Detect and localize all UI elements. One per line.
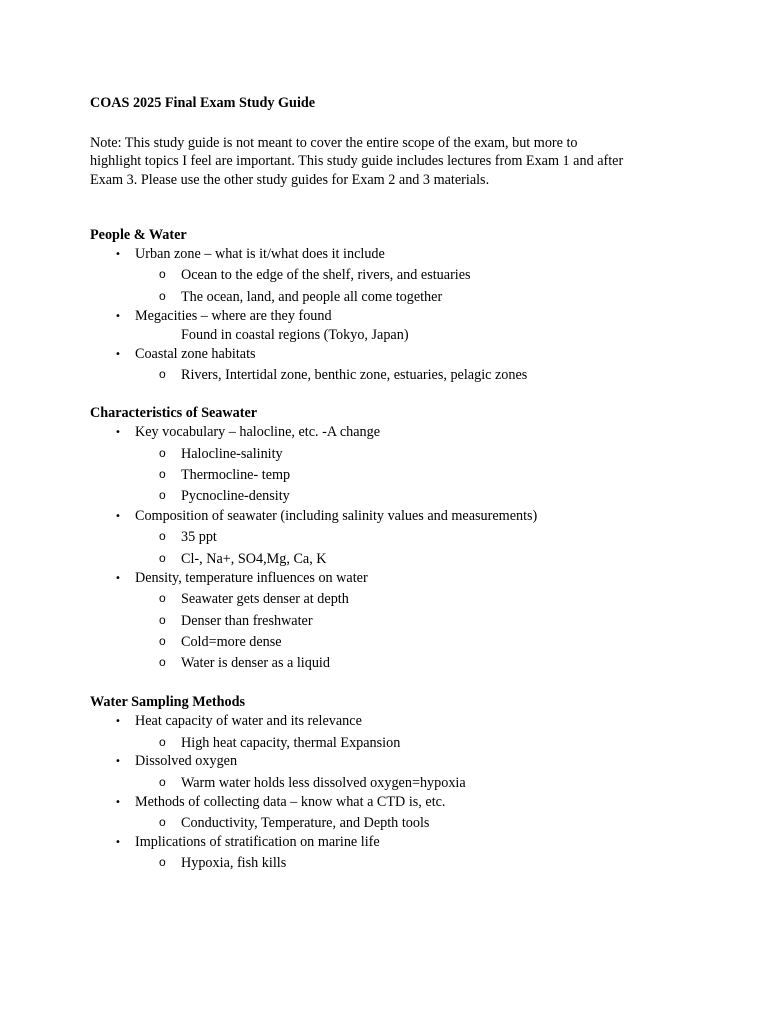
note-line: highlight topics I feel are important. This study guide includes lectures from Exam 1 and after [90,153,624,170]
bullet-glyph: • [115,427,121,438]
sub-bullet-glyph: o [159,367,166,381]
sub-bullet-glyph: o [159,267,166,281]
list-item [115,713,362,730]
sub-bullet-glyph: o [159,446,166,460]
sub-list-item [159,446,283,463]
sub-list-item [159,367,528,384]
item-text: Seawater gets denser at depth [181,591,349,607]
sub-bullet-glyph: o [159,551,166,565]
sub-list-item [159,267,471,284]
note-line: Note: This study guide is not meant to cover the entire scope of the exam, but more to [90,135,578,151]
list-item [115,308,332,325]
bullet-glyph: • [115,511,121,522]
item-text: Cl-, Na+, SO4,Mg, Ca, K [181,551,327,567]
list-item [115,753,238,770]
item-text: Key vocabulary – halocline, etc. -A change [135,424,381,440]
sub-bullet-glyph: o [159,855,166,869]
list-item [115,834,380,851]
bullet-glyph: • [115,756,121,767]
item-text: Hypoxia, fish kills [181,855,287,871]
sub-bullet-glyph: o [159,775,166,789]
sub-list-item [159,855,287,872]
sub-bullet-glyph: o [159,529,166,543]
bullet-glyph: • [115,249,121,260]
item-text: The ocean, land, and people all come together [181,289,443,305]
item-text: Heat capacity of water and its relevance [135,713,362,729]
sub-list-item [159,613,313,630]
list-item [115,246,385,263]
sub-bullet-glyph: o [159,735,166,749]
item-text: Dissolved oxygen [135,753,238,769]
bullet-glyph: • [115,349,121,360]
list-item [115,346,256,363]
sub-list-item [159,289,443,306]
sub-bullet-glyph: o [159,815,166,829]
item-text: Megacities – where are they found [135,308,332,324]
list-item [115,424,381,441]
bullet-glyph: • [115,311,121,322]
item-text: Methods of collecting data – know what a CTD is, etc. [135,794,446,810]
bullet-glyph: • [115,716,121,727]
sub-list-item [159,467,291,484]
intro-note [90,134,690,189]
item-text: Water is denser as a liquid [181,655,330,671]
section-heading-seawater: Characteristics of Seawater [90,405,258,421]
section-heading-sampling: Water Sampling Methods [90,694,246,710]
bullet-glyph: • [115,573,121,584]
document-title: COAS 2025 Final Exam Study Guide [90,95,316,111]
list-item-continuation [181,327,409,344]
list-item [115,794,446,811]
sub-bullet-glyph: o [159,655,166,669]
bullet-glyph: • [115,837,121,848]
item-text: Found in coastal regions (Tokyo, Japan) [181,327,409,343]
sub-list-item [159,529,217,546]
sub-bullet-glyph: o [159,634,166,648]
list-item [115,508,538,525]
list-item [115,570,368,587]
sub-list-item [159,775,466,792]
item-text: Pycnocline-density [181,488,290,504]
sub-bullet-glyph: o [159,591,166,605]
sub-list-item [159,634,282,651]
item-text: Rivers, Intertidal zone, benthic zone, estuaries, pelagic zones [181,367,528,383]
item-text: Implications of stratification on marine life [135,834,380,850]
bullet-glyph: • [115,797,121,808]
item-text: Density, temperature influences on water [135,570,368,586]
note-line: Exam 3. Please use the other study guides for Exam 2 and 3 materials. [90,171,490,188]
section-heading-people-water: People & Water [90,227,187,243]
item-text: Ocean to the edge of the shelf, rivers, and estuaries [181,267,471,283]
item-text: Urban zone – what is it/what does it include [135,246,385,262]
sub-bullet-glyph: o [159,613,166,627]
item-text: Thermocline- temp [181,467,291,483]
item-text: Conductivity, Temperature, and Depth tools [181,815,430,831]
sub-bullet-glyph: o [159,289,166,303]
sub-bullet-glyph: o [159,467,166,481]
sub-list-item [159,655,330,672]
item-text: Denser than freshwater [181,613,313,629]
item-text: 35 ppt [181,529,217,545]
item-text: Composition of seawater (including salinity values and measurements) [135,508,538,524]
sub-list-item [159,551,327,568]
item-text: Halocline-salinity [181,446,283,462]
sub-list-item [159,488,290,505]
sub-bullet-glyph: o [159,488,166,502]
item-text: Warm water holds less dissolved oxygen=hypoxia [181,775,466,791]
item-text: Coastal zone habitats [135,346,256,362]
sub-list-item [159,815,430,832]
sub-list-item [159,735,401,752]
item-text: Cold=more dense [181,634,282,650]
item-text: High heat capacity, thermal Expansion [181,735,401,751]
sub-list-item [159,591,349,608]
